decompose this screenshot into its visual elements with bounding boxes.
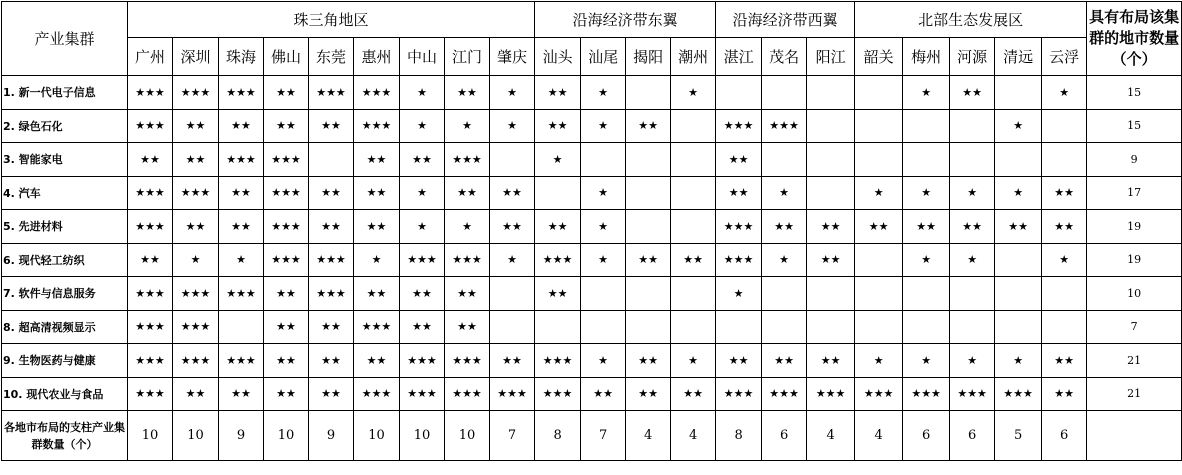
table-row (2, 76, 1182, 110)
star-rating-cell: ★★ (1042, 210, 1087, 244)
star-rating-cell: ★ (581, 344, 626, 378)
star-rating-cell: ★★★ (354, 310, 400, 344)
star-rating-cell: ★★★ (219, 277, 264, 311)
star-rating-cell: ★★ (309, 310, 354, 344)
star-rating-cell: ★ (762, 243, 807, 277)
star-rating-cell: ★ (581, 76, 626, 110)
cluster-name: 2. 绿色石化 (2, 109, 128, 143)
city-cluster-total: 7 (490, 411, 535, 461)
city-count-cell: 19 (1087, 243, 1182, 277)
star-rating-cell: ★★★ (219, 344, 264, 378)
star-rating-cell (903, 277, 950, 311)
table-row (2, 377, 1182, 411)
star-rating-cell: ★★ (354, 176, 400, 210)
city-header: 汕尾 (581, 38, 626, 76)
star-rating-cell (535, 310, 581, 344)
star-rating-cell: ★★★ (128, 76, 173, 110)
star-rating-cell (995, 143, 1042, 177)
star-rating-cell (626, 277, 671, 311)
star-rating-cell: ★★ (535, 109, 581, 143)
city-header: 梅州 (903, 38, 950, 76)
star-rating-cell: ★ (354, 243, 400, 277)
star-rating-cell: ★★ (445, 310, 490, 344)
star-rating-cell: ★★★ (490, 377, 535, 411)
star-rating-cell (626, 143, 671, 177)
star-rating-cell: ★★ (626, 344, 671, 378)
city-cluster-total: 7 (581, 411, 626, 461)
star-rating-cell: ★★★ (128, 109, 173, 143)
city-header: 惠州 (354, 38, 400, 76)
star-rating-cell: ★★ (173, 377, 219, 411)
table-row (2, 310, 1182, 344)
city-cluster-total: 10 (264, 411, 309, 461)
city-count-cell: 15 (1087, 76, 1182, 110)
cluster-count-header: 具有布局该集群的地市数量（个） (1087, 2, 1182, 76)
city-count-cell: 17 (1087, 176, 1182, 210)
star-rating-cell: ★★★ (173, 76, 219, 110)
city-header: 云浮 (1042, 38, 1087, 76)
star-rating-cell: ★★ (309, 176, 354, 210)
star-rating-cell: ★ (950, 176, 995, 210)
city-cluster-total: 4 (855, 411, 903, 461)
star-rating-cell: ★★ (309, 344, 354, 378)
star-rating-cell: ★★★ (128, 277, 173, 311)
star-rating-cell: ★ (581, 176, 626, 210)
star-rating-cell (309, 143, 354, 177)
star-rating-cell: ★★★ (716, 377, 762, 411)
star-rating-cell: ★★★ (173, 176, 219, 210)
city-count-cell: 21 (1087, 344, 1182, 378)
star-rating-cell: ★★ (1042, 344, 1087, 378)
star-rating-cell: ★★★ (128, 377, 173, 411)
table-row (2, 243, 1182, 277)
star-rating-cell: ★★★ (445, 377, 490, 411)
star-rating-cell: ★★★ (173, 310, 219, 344)
star-rating-cell: ★ (903, 243, 950, 277)
star-rating-cell: ★★ (1042, 176, 1087, 210)
city-header: 佛山 (264, 38, 309, 76)
table-row (2, 277, 1182, 311)
star-rating-cell: ★★ (219, 109, 264, 143)
star-rating-cell (762, 76, 807, 110)
star-rating-cell: ★★ (309, 377, 354, 411)
star-rating-cell: ★★★ (807, 377, 855, 411)
star-rating-cell: ★★ (173, 143, 219, 177)
star-rating-cell: ★★ (400, 143, 445, 177)
star-rating-cell: ★★ (671, 377, 716, 411)
star-rating-cell: ★★★ (219, 143, 264, 177)
star-rating-cell: ★★ (855, 210, 903, 244)
star-rating-cell: ★★ (445, 277, 490, 311)
star-rating-cell: ★★★ (264, 243, 309, 277)
star-rating-cell: ★ (400, 109, 445, 143)
star-rating-cell: ★★ (219, 176, 264, 210)
star-rating-cell: ★★★ (309, 277, 354, 311)
star-rating-cell: ★★ (535, 76, 581, 110)
star-rating-cell (807, 310, 855, 344)
region-header: 北部生态发展区 (855, 2, 1087, 38)
city-header: 潮州 (671, 38, 716, 76)
star-rating-cell: ★★ (671, 243, 716, 277)
star-rating-cell (490, 277, 535, 311)
star-rating-cell: ★★★ (762, 109, 807, 143)
star-rating-cell: ★★★ (995, 377, 1042, 411)
city-count-cell: 9 (1087, 143, 1182, 177)
star-rating-cell: ★★★ (128, 176, 173, 210)
star-rating-cell: ★ (219, 243, 264, 277)
star-rating-cell (671, 277, 716, 311)
region-header: 珠三角地区 (128, 2, 535, 38)
star-rating-cell: ★★ (581, 377, 626, 411)
star-rating-cell: ★★ (626, 109, 671, 143)
city-header: 肇庆 (490, 38, 535, 76)
star-rating-cell (671, 143, 716, 177)
star-rating-cell: ★★★ (354, 109, 400, 143)
star-rating-cell (807, 176, 855, 210)
star-rating-cell: ★★ (1042, 377, 1087, 411)
star-rating-cell: ★★ (995, 210, 1042, 244)
cluster-name: 3. 智能家电 (2, 143, 128, 177)
cluster-name: 4. 汽车 (2, 176, 128, 210)
star-rating-cell: ★★ (219, 377, 264, 411)
star-rating-cell: ★ (855, 176, 903, 210)
star-rating-cell: ★★★ (400, 377, 445, 411)
star-rating-cell: ★★ (173, 109, 219, 143)
star-rating-cell: ★★ (950, 210, 995, 244)
star-rating-cell: ★★★ (903, 377, 950, 411)
star-rating-cell: ★★ (903, 210, 950, 244)
star-rating-cell: ★ (995, 344, 1042, 378)
region-header-row (2, 2, 1182, 38)
star-rating-cell: ★ (995, 176, 1042, 210)
star-rating-cell: ★ (490, 243, 535, 277)
star-rating-cell: ★★ (445, 176, 490, 210)
star-rating-cell: ★ (173, 243, 219, 277)
star-rating-cell: ★★ (309, 210, 354, 244)
city-header: 珠海 (219, 38, 264, 76)
corner-header: 产业集群 (2, 2, 128, 76)
star-rating-cell: ★★★ (535, 243, 581, 277)
star-rating-cell: ★ (400, 76, 445, 110)
table-row (2, 109, 1182, 143)
star-rating-cell: ★★ (490, 210, 535, 244)
star-rating-cell: ★★ (716, 176, 762, 210)
star-rating-cell: ★ (1042, 243, 1087, 277)
star-rating-cell: ★ (903, 176, 950, 210)
city-cluster-total: 4 (626, 411, 671, 461)
star-rating-cell (855, 310, 903, 344)
star-rating-cell (581, 310, 626, 344)
star-rating-cell (807, 109, 855, 143)
star-rating-cell: ★★ (400, 277, 445, 311)
star-rating-cell (581, 143, 626, 177)
star-rating-cell (626, 210, 671, 244)
star-rating-cell (995, 243, 1042, 277)
star-rating-cell (807, 143, 855, 177)
star-rating-cell (716, 76, 762, 110)
star-rating-cell (903, 109, 950, 143)
star-rating-cell (903, 310, 950, 344)
city-header: 中山 (400, 38, 445, 76)
table-row (2, 210, 1182, 244)
star-rating-cell: ★★★ (400, 344, 445, 378)
star-rating-cell (626, 310, 671, 344)
city-header: 茂名 (762, 38, 807, 76)
city-header: 江门 (445, 38, 490, 76)
star-rating-cell: ★★★ (219, 76, 264, 110)
footer-label: 各地市布局的支柱产业集群数量（个） (2, 411, 128, 461)
star-rating-cell: ★★ (535, 277, 581, 311)
star-rating-cell: ★★★ (173, 277, 219, 311)
table-row (2, 143, 1182, 177)
city-count-cell: 15 (1087, 109, 1182, 143)
star-rating-cell (626, 176, 671, 210)
star-rating-cell: ★★ (626, 377, 671, 411)
star-rating-cell: ★★ (354, 277, 400, 311)
star-rating-cell: ★ (535, 143, 581, 177)
star-rating-cell: ★★ (490, 176, 535, 210)
city-header: 清远 (995, 38, 1042, 76)
star-rating-cell: ★★ (807, 243, 855, 277)
star-rating-cell: ★★★ (950, 377, 995, 411)
star-rating-cell: ★ (855, 344, 903, 378)
star-rating-cell (671, 176, 716, 210)
star-rating-cell (671, 109, 716, 143)
star-rating-cell (490, 143, 535, 177)
star-rating-cell: ★★★ (716, 109, 762, 143)
star-rating-cell: ★★★ (855, 377, 903, 411)
star-rating-cell (950, 277, 995, 311)
city-count-cell: 19 (1087, 210, 1182, 244)
star-rating-cell: ★★★ (264, 176, 309, 210)
star-rating-cell: ★★★ (173, 344, 219, 378)
star-rating-cell: ★ (400, 176, 445, 210)
star-rating-cell (950, 310, 995, 344)
star-rating-cell: ★★★ (762, 377, 807, 411)
star-rating-cell: ★★ (264, 76, 309, 110)
star-rating-cell: ★★ (490, 344, 535, 378)
star-rating-cell: ★★ (264, 310, 309, 344)
star-rating-cell: ★ (716, 277, 762, 311)
cluster-name: 1. 新一代电子信息 (2, 76, 128, 110)
star-rating-cell (950, 143, 995, 177)
star-rating-cell (903, 143, 950, 177)
city-cluster-total: 10 (128, 411, 173, 461)
city-cluster-total: 10 (445, 411, 490, 461)
star-rating-cell: ★★ (219, 210, 264, 244)
city-cluster-total: 5 (995, 411, 1042, 461)
star-rating-cell: ★★★ (535, 377, 581, 411)
star-rating-cell: ★ (581, 210, 626, 244)
star-rating-cell: ★★ (354, 344, 400, 378)
star-rating-cell (671, 310, 716, 344)
star-rating-cell: ★★ (807, 210, 855, 244)
star-rating-cell: ★★★ (128, 344, 173, 378)
star-rating-cell: ★ (762, 176, 807, 210)
star-rating-cell (1042, 310, 1087, 344)
city-cluster-total: 10 (400, 411, 445, 461)
cluster-name: 8. 超高清视频显示 (2, 310, 128, 344)
star-rating-cell (219, 310, 264, 344)
city-cluster-total: 10 (354, 411, 400, 461)
star-rating-cell (1042, 143, 1087, 177)
star-rating-cell (1042, 277, 1087, 311)
city-cluster-total: 8 (716, 411, 762, 461)
city-count-cell: 7 (1087, 310, 1182, 344)
star-rating-cell: ★★ (445, 76, 490, 110)
star-rating-cell: ★★★ (716, 243, 762, 277)
star-rating-cell: ★★★ (309, 76, 354, 110)
star-rating-cell: ★★ (716, 143, 762, 177)
cluster-name: 7. 软件与信息服务 (2, 277, 128, 311)
star-rating-cell: ★ (490, 109, 535, 143)
star-rating-cell (762, 143, 807, 177)
star-rating-cell: ★★ (264, 109, 309, 143)
table-row (2, 344, 1182, 378)
star-rating-cell (671, 210, 716, 244)
star-rating-cell: ★★ (128, 243, 173, 277)
star-rating-cell: ★★★ (535, 344, 581, 378)
table-row (2, 176, 1182, 210)
star-rating-cell: ★★★ (128, 310, 173, 344)
city-header: 河源 (950, 38, 995, 76)
city-count-cell: 10 (1087, 277, 1182, 311)
star-rating-cell: ★★ (128, 143, 173, 177)
city-header: 广州 (128, 38, 173, 76)
star-rating-cell: ★★★ (400, 243, 445, 277)
star-rating-cell: ★★ (807, 344, 855, 378)
city-cluster-total: 8 (535, 411, 581, 461)
cluster-name: 9. 生物医药与健康 (2, 344, 128, 378)
star-rating-cell (855, 243, 903, 277)
region-header: 沿海经济带东翼 (535, 2, 716, 38)
star-rating-cell (995, 277, 1042, 311)
city-header: 韶关 (855, 38, 903, 76)
city-header: 汕头 (535, 38, 581, 76)
city-header: 揭阳 (626, 38, 671, 76)
star-rating-cell: ★ (445, 109, 490, 143)
star-rating-cell (1042, 109, 1087, 143)
city-cluster-total: 6 (903, 411, 950, 461)
star-rating-cell (581, 277, 626, 311)
city-cluster-total: 9 (219, 411, 264, 461)
star-rating-cell: ★★★ (309, 243, 354, 277)
star-rating-cell: ★★ (716, 344, 762, 378)
star-rating-cell (716, 310, 762, 344)
star-rating-cell (762, 277, 807, 311)
star-rating-cell: ★ (671, 344, 716, 378)
star-rating-cell: ★★ (354, 210, 400, 244)
city-header: 东莞 (309, 38, 354, 76)
star-rating-cell (807, 277, 855, 311)
star-rating-cell (855, 76, 903, 110)
cluster-name: 10. 现代农业与食品 (2, 377, 128, 411)
city-count-cell: 21 (1087, 377, 1182, 411)
star-rating-cell (807, 76, 855, 110)
star-rating-cell (762, 310, 807, 344)
star-rating-cell: ★ (950, 243, 995, 277)
star-rating-cell (535, 176, 581, 210)
star-rating-cell: ★★ (264, 377, 309, 411)
star-rating-cell: ★★ (173, 210, 219, 244)
star-rating-cell: ★★ (762, 210, 807, 244)
star-rating-cell: ★ (1042, 76, 1087, 110)
city-cluster-total: 4 (807, 411, 855, 461)
city-cluster-total: 9 (309, 411, 354, 461)
city-cluster-total: 6 (1042, 411, 1087, 461)
star-rating-cell: ★ (671, 76, 716, 110)
star-rating-cell: ★ (950, 344, 995, 378)
star-rating-cell: ★★★ (354, 377, 400, 411)
star-rating-cell (995, 76, 1042, 110)
star-rating-cell: ★ (995, 109, 1042, 143)
city-cluster-total: 10 (173, 411, 219, 461)
star-rating-cell (855, 109, 903, 143)
star-rating-cell (626, 76, 671, 110)
star-rating-cell: ★ (581, 109, 626, 143)
star-rating-cell: ★★★ (354, 76, 400, 110)
star-rating-cell (490, 310, 535, 344)
city-header: 阳江 (807, 38, 855, 76)
star-rating-cell: ★★★ (264, 210, 309, 244)
star-rating-cell: ★ (903, 76, 950, 110)
star-rating-cell: ★★★ (128, 210, 173, 244)
city-header-row (2, 38, 1182, 76)
star-rating-cell: ★ (445, 210, 490, 244)
star-rating-cell (950, 109, 995, 143)
city-header: 深圳 (173, 38, 219, 76)
cluster-name: 5. 先进材料 (2, 210, 128, 244)
star-rating-cell: ★★ (626, 243, 671, 277)
star-rating-cell: ★ (400, 210, 445, 244)
star-rating-cell: ★★★ (716, 210, 762, 244)
city-cluster-total: 6 (762, 411, 807, 461)
industry-cluster-table (1, 1, 1182, 461)
star-rating-cell: ★★★ (445, 143, 490, 177)
star-rating-cell: ★ (903, 344, 950, 378)
star-rating-cell: ★★ (535, 210, 581, 244)
star-rating-cell: ★★★ (445, 344, 490, 378)
city-header: 湛江 (716, 38, 762, 76)
star-rating-cell: ★ (581, 243, 626, 277)
footer-total (1087, 411, 1182, 461)
star-rating-cell: ★★★ (445, 243, 490, 277)
cluster-name: 6. 现代轻工纺织 (2, 243, 128, 277)
star-rating-cell: ★ (490, 76, 535, 110)
city-cluster-total: 4 (671, 411, 716, 461)
star-rating-cell: ★★★ (264, 143, 309, 177)
star-rating-cell: ★★ (354, 143, 400, 177)
star-rating-cell: ★★ (309, 109, 354, 143)
star-rating-cell (995, 310, 1042, 344)
city-cluster-total: 6 (950, 411, 995, 461)
star-rating-cell: ★★ (400, 310, 445, 344)
star-rating-cell: ★★ (264, 277, 309, 311)
star-rating-cell: ★★ (264, 344, 309, 378)
region-header: 沿海经济带西翼 (716, 2, 855, 38)
star-rating-cell (855, 143, 903, 177)
star-rating-cell: ★★ (950, 76, 995, 110)
star-rating-cell (855, 277, 903, 311)
star-rating-cell: ★★ (762, 344, 807, 378)
footer-row (2, 411, 1182, 461)
